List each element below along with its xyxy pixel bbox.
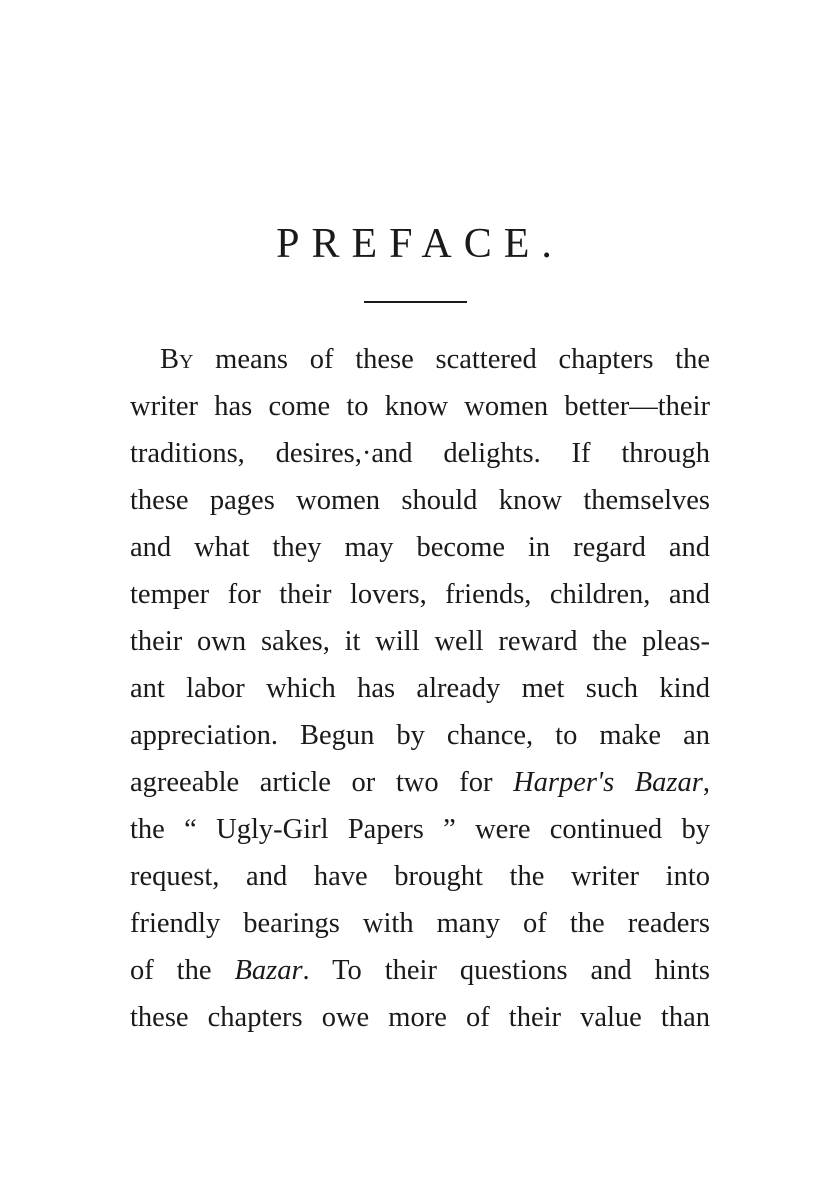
text-run: friendly bearings with many of the readers	[130, 908, 710, 939]
text-line	[130, 571, 710, 618]
text-line	[130, 759, 710, 806]
text-run: ,	[702, 767, 710, 798]
text-line	[130, 994, 710, 1041]
text-line	[130, 336, 710, 383]
text-line	[130, 477, 710, 524]
text-line	[130, 618, 710, 665]
text-run: these pages women should know themselves	[130, 485, 710, 516]
text-run: agreeable article or two for	[130, 767, 514, 798]
text-run: and what they may become in regard and	[130, 532, 710, 563]
text-line	[130, 900, 710, 947]
page-title: PREFACE.	[276, 221, 564, 267]
text-run: temper for their lovers, friends, children, and	[130, 579, 710, 610]
text-run: writer has come to know women better—their	[130, 391, 710, 422]
text-run: appreciation. Begun by chance, to make an	[130, 720, 710, 751]
italic-title: Harper's Bazar	[513, 767, 703, 798]
italic-title: Bazar	[234, 955, 303, 986]
text-line	[130, 430, 710, 477]
text-run: ant labor which has already met such kind	[130, 673, 710, 704]
text-run: of the	[130, 955, 235, 986]
text-line	[130, 712, 710, 759]
title-rule	[364, 301, 467, 303]
text-run: the “ Ugly-Girl Papers ” were continued by	[130, 814, 710, 845]
text-run: these chapters owe more of their value than	[130, 1002, 710, 1033]
text-run: means of these scattered chapters the	[193, 344, 710, 375]
text-run: their own sakes, it will well reward the pleas-	[130, 626, 710, 657]
text-line	[130, 853, 710, 900]
small-caps-opening: By	[160, 344, 194, 375]
text-run: traditions, desires,·and delights. If through	[130, 438, 710, 469]
text-line	[130, 383, 710, 430]
text-line	[130, 947, 710, 994]
text-run: . To their questions and hints	[302, 955, 710, 986]
text-line	[130, 524, 710, 571]
preface-body	[130, 336, 710, 1041]
text-line	[130, 806, 710, 853]
text-run: request, and have brought the writer into	[130, 861, 710, 892]
text-line	[130, 665, 710, 712]
